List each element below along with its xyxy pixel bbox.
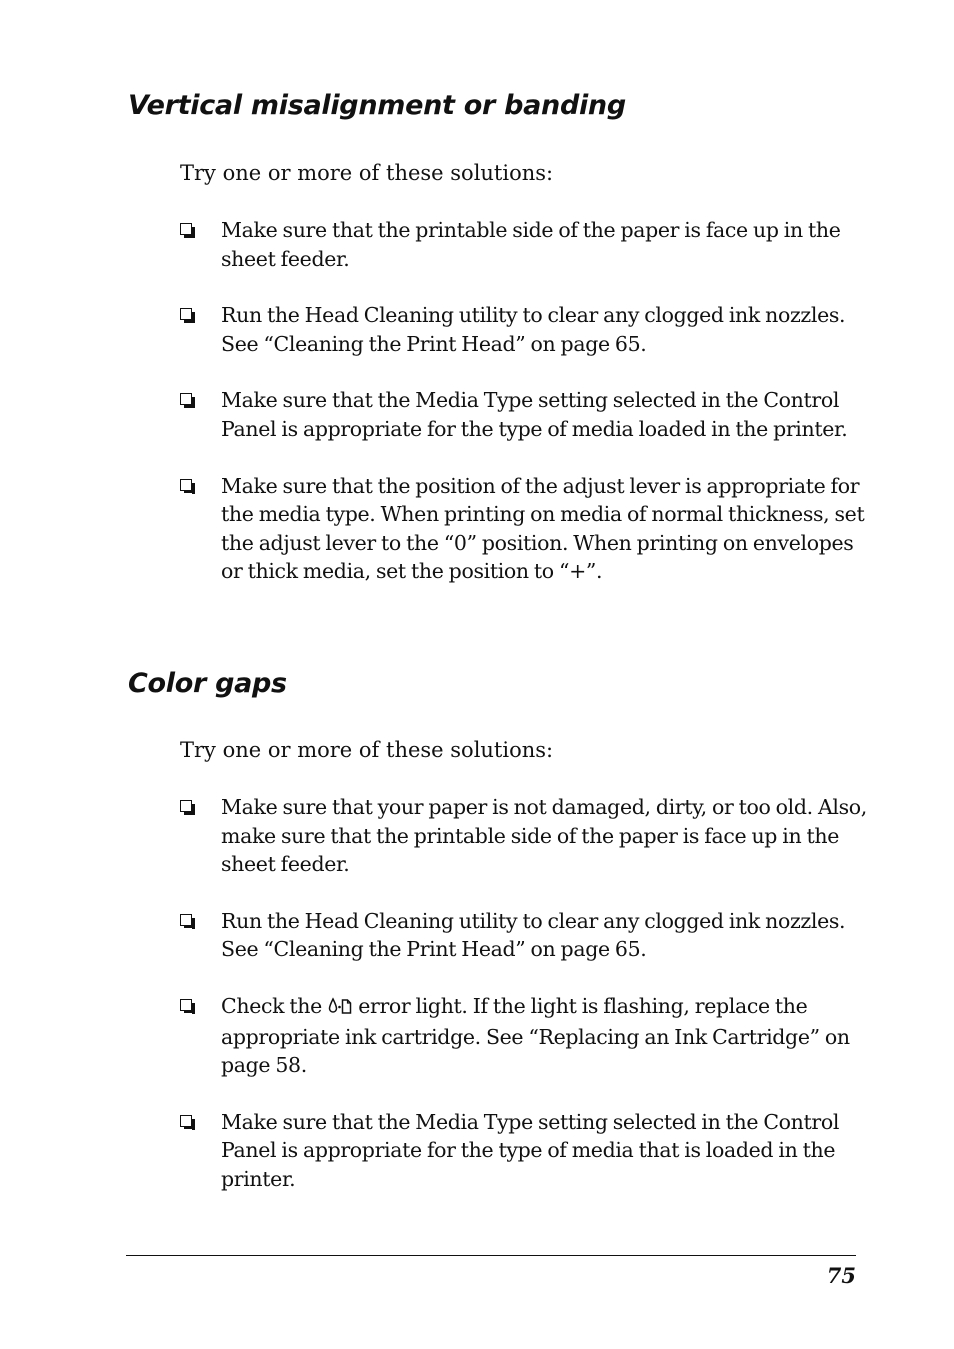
- checkbox-bullet-icon: [180, 308, 192, 320]
- section-intro: Try one or more of these solutions:: [180, 738, 554, 762]
- list-item: [180, 216, 880, 273]
- list-item-text: Run the Head Cleaning utility to clear any clogged ink nozzles. See “Cleaning the Print Head” on page 65.: [221, 908, 846, 962]
- page-number: 75: [826, 1263, 856, 1288]
- checkbox-bullet-icon: [180, 393, 192, 405]
- checkbox-bullet-icon: [180, 914, 192, 926]
- list-item-text-before-icon: Check the: [221, 993, 322, 1018]
- ink-error-icon: [328, 994, 352, 1023]
- list-item: [180, 1108, 880, 1194]
- section-heading-color-gaps: Color gaps: [128, 668, 287, 699]
- checkbox-bullet-icon: [180, 800, 192, 812]
- checkbox-bullet-icon: [180, 223, 192, 235]
- list-item-text-after-icon: error light. If the light is flashing, replace the appropriate ink cartridge. See “Replacing an Ink Cartridge” on page 58.: [221, 993, 850, 1078]
- list-item: [180, 793, 880, 879]
- list-item: [180, 301, 880, 358]
- solution-list: [180, 216, 880, 614]
- checkbox-bullet-icon: [180, 1115, 192, 1127]
- list-item: [180, 472, 880, 586]
- checkbox-bullet-icon: [180, 999, 192, 1011]
- section-heading-vertical-misalignment: Vertical misalignment or banding: [128, 90, 626, 121]
- list-item-text: Make sure that the position of the adjust lever is appropriate for the media type. When printing on media of normal thickness, set the adjust lever to the “0” position. When printing on envelopes or thick media, set the position to “+”.: [221, 473, 865, 584]
- footer-rule: [126, 1255, 856, 1256]
- list-item-text: Make sure that the Media Type setting selected in the Control Panel is appropriate for the type of media loaded in the printer.: [221, 388, 848, 441]
- solution-list: [180, 793, 880, 1222]
- list-item: [180, 907, 880, 964]
- list-item-text: Run the Head Cleaning utility to clear any clogged ink nozzles. See “Cleaning the Print Head” on page 65.: [221, 303, 846, 356]
- checkbox-bullet-icon: [180, 479, 192, 491]
- section-intro: Try one or more of these solutions:: [180, 161, 554, 185]
- list-item: [180, 992, 880, 1080]
- list-item: [180, 386, 880, 443]
- list-item-text: Make sure that the Media Type setting selected in the Control Panel is appropriate for the type of media that is loaded in the printer.: [221, 1109, 840, 1191]
- list-item-text: Make sure that your paper is not damaged, dirty, or too old. Also, make sure that the printable side of the paper is face up in the sheet feeder.: [221, 795, 867, 877]
- list-item-text: Make sure that the printable side of the paper is face up in the sheet feeder.: [221, 218, 841, 271]
